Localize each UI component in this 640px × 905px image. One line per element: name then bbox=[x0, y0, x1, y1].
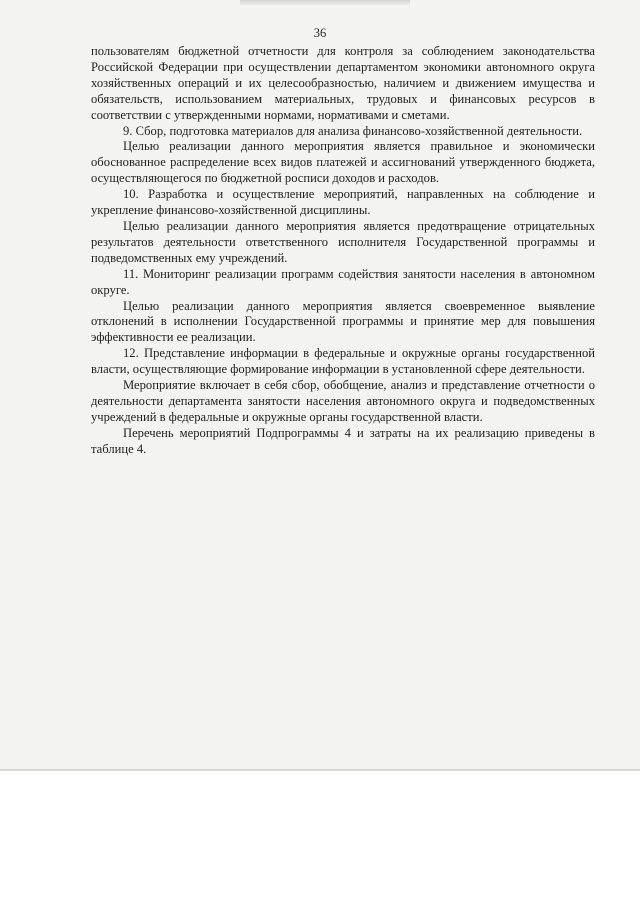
paragraph-item-10: 10. Разработка и осуществление мероприятий, направленных на соблюдение и укрепление финансово-хозяйственной дисциплины. bbox=[91, 187, 595, 218]
scan-shadow bbox=[240, 0, 410, 6]
paragraph-item-12-description: Мероприятие включает в себя сбор, обобщение, анализ и представление отчетности о деятельности департамента занятости населения автономного округа и подведомственных учреждений в федеральные и окружные органы государственной власти. bbox=[91, 378, 595, 424]
scan-edge bbox=[0, 769, 640, 771]
document-body bbox=[91, 44, 595, 458]
paragraph-table-reference: Перечень мероприятий Подпрограммы 4 и затраты на их реализацию приведены в таблице 4. bbox=[91, 425, 595, 456]
page-number: 36 bbox=[313, 26, 327, 40]
paragraph-item-11-goal: Целью реализации данного мероприятия является своевременное выявление отклонений в исполнении Государственной программы и принятие мер для повышения эффективности ее реализации. bbox=[91, 298, 595, 345]
paragraph-continuation: пользователям бюджетной отчетности для контроля за соблюдением законодательства Российской Федерации при осуществлении департаментом экономики автономного округа хозяйственных операций и их целесообразностью, наличием и движением имущества и обязательств, использованием материальных, трудовых и финансовых ресурсов в соответствии с утвержденными нормами, нормативами и сметами. bbox=[91, 44, 595, 122]
paragraph-item-10-goal: Целью реализации данного мероприятия является предотвращение отрицательных результатов деятельности ответственного исполнителя Государственной программы и подведомственных ему учреждений. bbox=[91, 218, 595, 265]
paragraph-item-9: 9. Сбор, подготовка материалов для анализа финансово-хозяйственной деятельности. bbox=[123, 123, 583, 138]
paragraph-item-12: 12. Представление информации в федеральные и окружные органы государственной власти, осуществляющие формирование информации в установленной сфере деятельности. bbox=[91, 346, 595, 377]
paragraph-item-9-goal: Целью реализации данного мероприятия является правильное и экономически обоснованное распределение всех видов платежей и ассигнований утвержденного бюджета, осуществляющегося по бюджетной росписи доходов и расходов. bbox=[91, 139, 595, 186]
paragraph-item-11: 11. Мониторинг реализации программ содействия занятости населения в автономном округе. bbox=[91, 266, 595, 297]
